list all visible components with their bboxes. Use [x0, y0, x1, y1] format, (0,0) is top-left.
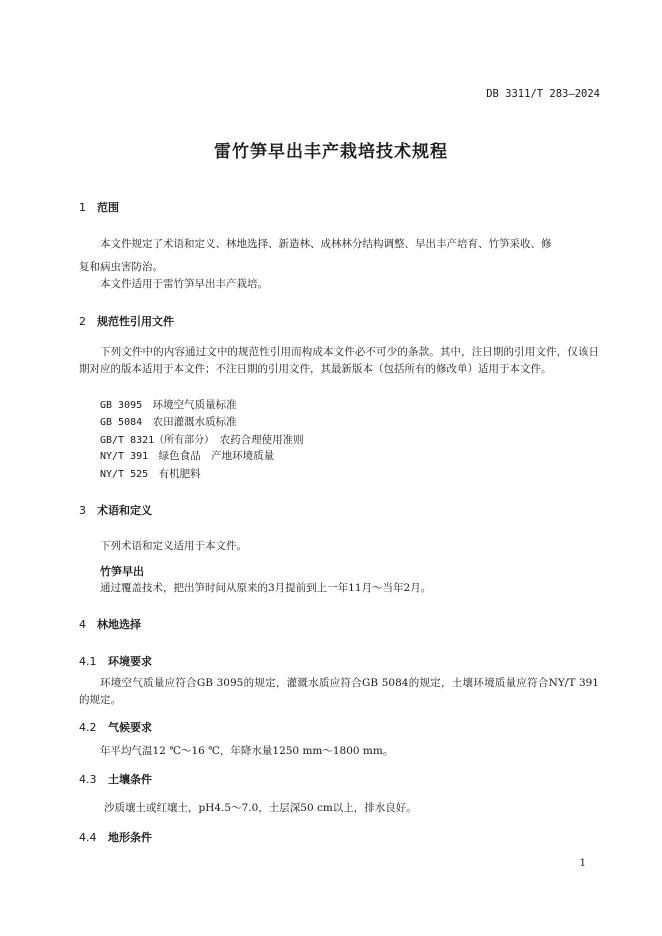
reference-code: GB 5084 [100, 417, 143, 428]
reference-code: NY/T 391 [100, 451, 149, 462]
subsection-4-4-heading [79, 829, 152, 845]
subsection-number: 4.4 [79, 831, 97, 844]
section-4-heading [79, 616, 141, 632]
subsection-4-1-text: 环境空气质量应符合GB 3095的规定，灌溉水质应符合GB 5084的规定，土壤环境质量应符合NY/T 391的规定。 [79, 677, 599, 706]
reference-item [100, 397, 237, 412]
section-2-intro: 下列文件中的内容通过文中的规范性引用而构成本文件必不可少的条款。其中，注日期的引用文件，仅该日期对应的版本适用于本文件；不注日期的引用文件，其最新版本（包括所有的修改单）适用于本文件。 [79, 346, 599, 375]
subsection-4-3-heading [79, 771, 152, 787]
term-name: 竹笋早出 [100, 565, 144, 578]
section-1-paragraph-1-line-1: 本文件规定了术语和定义、林地选择、新造林、成林林分结构调整、早出丰产培育、竹笋采收、修 [100, 238, 552, 250]
reference-code: NY/T 525 [100, 469, 149, 480]
section-title: 规范性引用文件 [97, 315, 174, 328]
section-title: 林地选择 [97, 618, 141, 631]
standard-code: DB 3311/T 283—2024 [486, 88, 600, 100]
reference-title: 农药合理使用准则 [219, 434, 304, 446]
reference-code: GB 3095 [100, 400, 143, 411]
subsection-4-2-heading [79, 719, 152, 735]
reference-item [100, 431, 304, 447]
page-number: 1 [579, 858, 586, 869]
subsection-title: 气候要求 [108, 721, 152, 734]
reference-title: 农田灌溉水质标准 [152, 416, 237, 428]
subsection-4-1-heading [79, 653, 152, 669]
section-title: 术语和定义 [97, 504, 152, 517]
reference-item [100, 466, 201, 481]
section-number: 1 [79, 201, 86, 214]
section-number: 4 [79, 618, 86, 631]
subsection-number: 4.3 [79, 773, 97, 786]
section-3-heading [79, 502, 152, 518]
subsection-title: 土壤条件 [108, 773, 152, 786]
document-title: 雷竹笋早出丰产栽培技术规程 [214, 142, 448, 162]
section-number: 3 [79, 504, 86, 517]
subsection-title: 地形条件 [108, 831, 152, 844]
subsection-number: 4.1 [79, 655, 97, 668]
subsection-4-2-text: 年平均气温12 ℃～16 ℃，年降水量1250 mm～1800 mm。 [100, 745, 394, 757]
section-1-paragraph-2: 本文件适用于雷竹笋早出丰产栽培。 [100, 278, 268, 290]
section-2-heading [79, 313, 174, 329]
section-3-intro: 下列术语和定义适用于本文件。 [100, 540, 247, 552]
subsection-title: 环境要求 [108, 655, 152, 668]
reference-code: GB/T 8321（所有部分） [100, 435, 210, 446]
reference-item [100, 414, 237, 429]
section-1-paragraph-1-line-2: 复和病虫害防治。 [79, 261, 163, 273]
subsection-4-3-text: 沙质壤土或红壤土，pH4.5～7.0，土层深50 cm以上，排水良好。 [104, 802, 417, 814]
subsection-number: 4.2 [79, 721, 97, 734]
section-number: 2 [79, 315, 86, 328]
section-1-heading [79, 199, 119, 215]
section-title: 范围 [97, 201, 119, 214]
reference-title: 有机肥料 [158, 468, 201, 480]
reference-item [100, 448, 274, 463]
term-definition: 通过覆盖技术，把出笋时间从原来的3月提前到上一年11月～当年2月。 [100, 582, 432, 594]
reference-title: 环境空气质量标准 [152, 399, 237, 411]
reference-title: 绿色食品 产地环境质量 [158, 450, 275, 462]
